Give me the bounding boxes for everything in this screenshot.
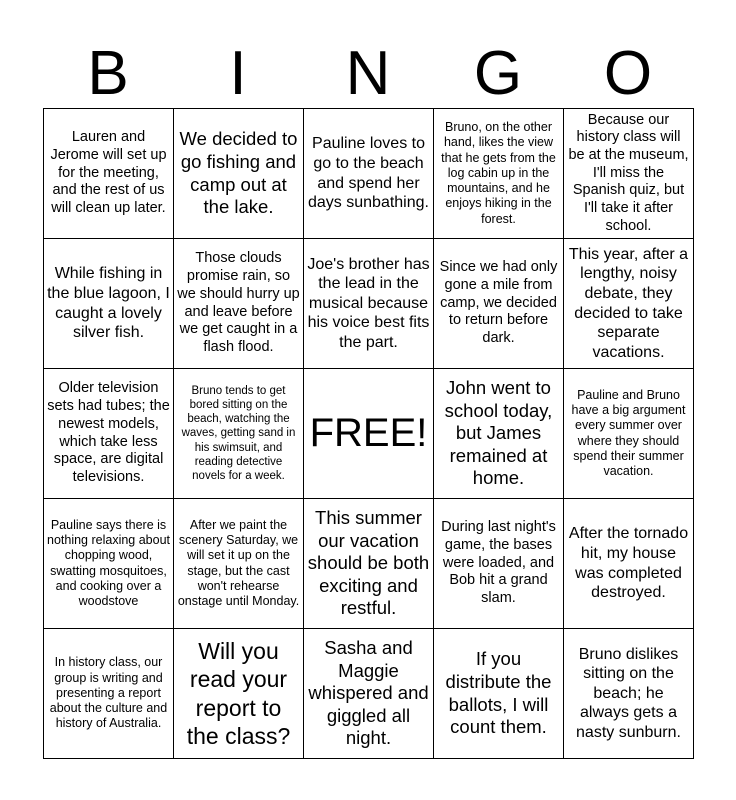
bingo-cell-b2[interactable]: While fishing in the blue lagoon, I caught a lovely silver fish. bbox=[44, 239, 174, 369]
bingo-cell-n4[interactable]: This summer our vacation should be both exciting and restful. bbox=[304, 499, 434, 629]
bingo-cell-b3[interactable]: Older television sets had tubes; the newest models, which take less space, are digital televisions. bbox=[44, 369, 174, 499]
bingo-cell-o4[interactable]: After the tornado hit, my house was completed destroyed. bbox=[564, 499, 694, 629]
bingo-cell-b1[interactable]: Lauren and Jerome will set up for the meeting, and the rest of us will clean up later. bbox=[44, 109, 174, 239]
header-letter-b: B bbox=[87, 39, 129, 108]
bingo-row bbox=[44, 109, 694, 239]
bingo-cell-o5[interactable]: Bruno dislikes sitting on the beach; he always gets a nasty sunburn. bbox=[564, 629, 694, 759]
bingo-cell-o3[interactable]: Pauline and Bruno have a big argument every summer over where they should spend their summer vacation. bbox=[564, 369, 694, 499]
bingo-cell-g2[interactable]: Since we had only gone a mile from camp, we decided to return before dark. bbox=[434, 239, 564, 369]
bingo-cell-b4[interactable]: Pauline says there is nothing relaxing about chopping wood, swatting mosquitoes, and cooking over a woodstove bbox=[44, 499, 174, 629]
bingo-row bbox=[44, 499, 694, 629]
bingo-cell-i2[interactable]: Those clouds promise rain, so we should hurry up and leave before we get caught in a flash flood. bbox=[174, 239, 304, 369]
bingo-cell-free[interactable]: FREE! bbox=[304, 369, 434, 499]
header-letter-i: I bbox=[229, 39, 247, 108]
bingo-cell-i5[interactable]: Will you read your report to the class? bbox=[174, 629, 304, 759]
bingo-cell-n2[interactable]: Joe's brother has the lead in the musical because his voice best fits the part. bbox=[304, 239, 434, 369]
header-letter-n: N bbox=[345, 39, 391, 108]
bingo-header bbox=[43, 40, 693, 108]
bingo-cell-i3[interactable]: Bruno tends to get bored sitting on the beach, watching the waves, getting sand in his swimsuit, and reading detective novels for a week. bbox=[174, 369, 304, 499]
bingo-cell-o1[interactable]: Because our history class will be at the museum, I'll miss the Spanish quiz, but I'll take it after school. bbox=[564, 109, 694, 239]
bingo-row bbox=[44, 369, 694, 499]
bingo-cell-o2[interactable]: This year, after a lengthy, noisy debate, they decided to take separate vacations. bbox=[564, 239, 694, 369]
bingo-cell-g4[interactable]: During last night's game, the bases were loaded, and Bob hit a grand slam. bbox=[434, 499, 564, 629]
bingo-cell-g5[interactable]: If you distribute the ballots, I will count them. bbox=[434, 629, 564, 759]
header-letter-o: O bbox=[603, 39, 653, 108]
bingo-card-grid bbox=[43, 108, 694, 759]
bingo-row bbox=[44, 629, 694, 759]
bingo-cell-g3[interactable]: John went to school today, but James remained at home. bbox=[434, 369, 564, 499]
bingo-cell-i1[interactable]: We decided to go fishing and camp out at the lake. bbox=[174, 109, 304, 239]
bingo-cell-b5[interactable]: In history class, our group is writing and presenting a report about the culture and history of Australia. bbox=[44, 629, 174, 759]
bingo-cell-i4[interactable]: After we paint the scenery Saturday, we will set it up on the stage, but the cast won't rehearse onstage until Monday. bbox=[174, 499, 304, 629]
bingo-cell-g1[interactable]: Bruno, on the other hand, likes the view that he gets from the log cabin up in the mountains, and he enjoys hiking in the forest. bbox=[434, 109, 564, 239]
bingo-cell-n5[interactable]: Sasha and Maggie whispered and giggled all night. bbox=[304, 629, 434, 759]
bingo-cell-n1[interactable]: Pauline loves to go to the beach and spend her days sunbathing. bbox=[304, 109, 434, 239]
bingo-row bbox=[44, 239, 694, 369]
header-letter-g: G bbox=[473, 39, 523, 108]
